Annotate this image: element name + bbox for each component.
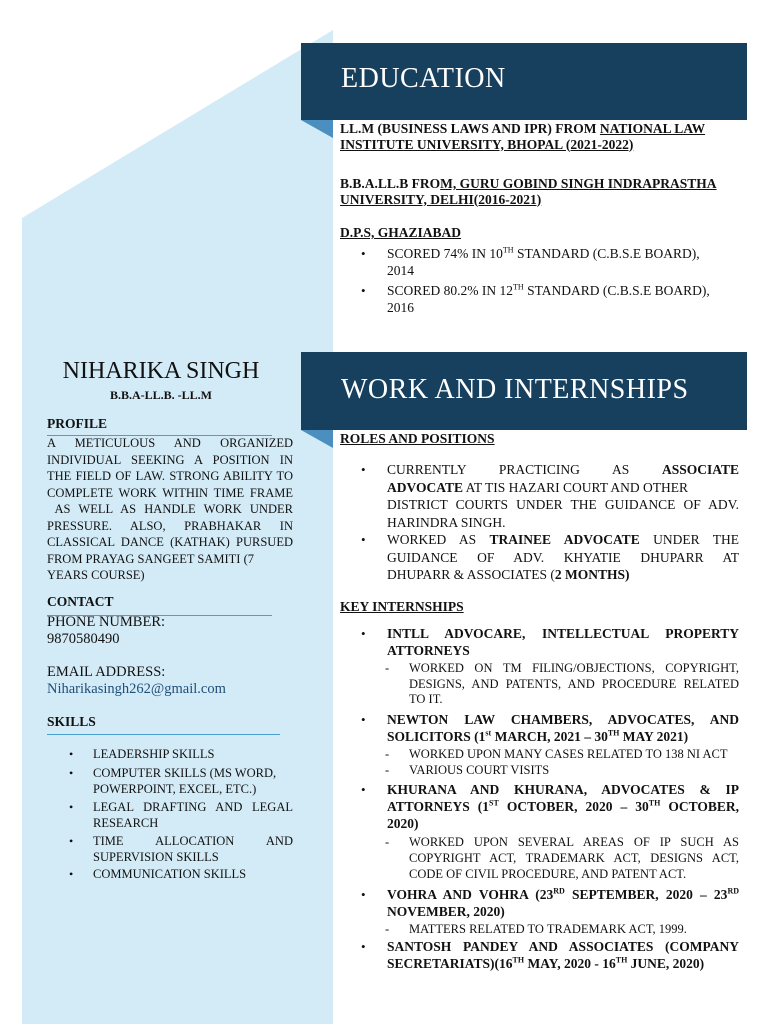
intern3-detail-3: CODE OF CIVIL PROCEDURE, AND PATENT ACT.	[409, 866, 687, 881]
intern4-title-mid: SEPTEMBER, 2020 – 23	[564, 886, 728, 902]
score-10th-sup: TH	[502, 245, 514, 255]
intern5-sup-2: TH	[615, 955, 628, 964]
intern4-title-pre: VOHRA AND VOHRA (23	[387, 886, 554, 902]
skill-text: RESEARCH	[93, 816, 159, 830]
skill-text: SUPERVISION SKILLS	[93, 850, 219, 864]
profile-line: CLASSICAL DANCE (KATHAK) PURSUED	[47, 535, 293, 549]
intern3-title-post: OCTOBER,	[660, 798, 739, 814]
candidate-degrees: B.B.A-LL.B. -LL.M	[109, 388, 212, 402]
score-12th-sup: TH	[513, 282, 524, 292]
education-section	[340, 121, 740, 241]
intern3-title-pre: ATTORNEYS (1	[387, 798, 490, 814]
llm-entry	[340, 121, 740, 152]
internships-heading: KEY INTERNSHIPS	[340, 599, 464, 614]
profile-line: YEARS COURSE)	[47, 568, 145, 582]
score-12th-post: STANDARD (C.B.S.E BOARD),	[523, 283, 710, 298]
intern4-detail: - MATTERS RELATED TO TRADEMARK ACT, 1999.	[409, 921, 739, 937]
role2-text-post: UNDER THE	[639, 532, 739, 547]
education-banner	[301, 43, 747, 120]
bballb-line1: M, GURU GOBIND SINGH INDRAPRASTHA	[440, 176, 717, 191]
skill-item	[93, 765, 293, 798]
intern2-sup-2: TH	[607, 728, 620, 737]
bballb-prefix: B.B.A.LL.B FRO	[340, 176, 441, 191]
contact-heading: CONTACT	[47, 594, 114, 609]
intern5-title-pre: SECRETARIATS)(16	[387, 955, 513, 971]
intern2-title-mid: MARCH, 2021 – 30	[491, 728, 608, 744]
profile-line: PRESSURE. ALSO, PRABHAKAR IN	[47, 518, 293, 533]
school-name: D.P.S, GHAZIABAD	[340, 225, 462, 240]
bballb-entry	[340, 176, 740, 207]
profile-heading: PROFILE	[47, 416, 108, 431]
score-12th-pre: SCORED 80.2% IN 12	[387, 283, 514, 298]
profile-line: AS WELL AS HANDLE WORK UNDER	[47, 502, 293, 516]
candidate-name: NIHARIKA SINGH	[62, 358, 260, 384]
phone-number: 9870580490	[47, 631, 120, 647]
profile-line: COMPLETE WORK WITHIN TIME FRAME	[47, 485, 293, 500]
intern3-detail-1: - WORKED UPON SEVERAL AREAS OF IP SUCH AS	[409, 834, 739, 849]
intern3-detail-2: COPYRIGHT ACT, TRADEMARK ACT, DESIGNS ACT,	[409, 850, 739, 865]
intern4-sup-2: RD	[727, 886, 739, 895]
score-10th-pre: SCORED 74% IN 10	[387, 246, 503, 261]
internship-vohra	[387, 886, 739, 937]
skills-divider	[47, 734, 280, 735]
role2-text-2: GUIDANCE OF ADV. KHYATIE DHUPARR AT	[387, 549, 739, 565]
profile-line: INDIVIDUAL SEEKING A POSITION IN	[47, 452, 293, 467]
role2-bold-3: 2 MONTHS)	[554, 567, 630, 582]
work-banner	[301, 352, 747, 430]
llm-prefix: LL.M (BUSINESS LAWS AND IPR) FROM	[340, 121, 600, 136]
skill-item	[93, 746, 293, 763]
intern2-title: • NEWTON LAW CHAMBERS, ADVOCATES, AND	[387, 711, 739, 727]
profile-line: A METICULOUS AND ORGANIZED	[47, 436, 293, 450]
skill-text: • TIME ALLOCATION AND	[93, 833, 293, 848]
skill-text: COMPUTER SKILLS (MS WORD,	[93, 765, 277, 780]
role2-text-3: DHUPARR & ASSOCIATES (	[387, 567, 555, 582]
intern3-sup-2: TH	[648, 798, 661, 807]
skill-item	[93, 866, 293, 883]
intern3-sup-1: ST	[489, 798, 499, 807]
role1-text: CURRENTLY PRACTICING AS	[387, 462, 662, 477]
internship-santosh-pandey	[387, 938, 739, 972]
profile-line: FROM PRAYAG SANGEET SAMITI (7	[47, 551, 254, 566]
role1-text-4: HARINDRA SINGH.	[387, 514, 506, 530]
intern4-title-2: NOVEMBER, 2020)	[387, 903, 505, 919]
intern5-title-post: JUNE, 2020)	[627, 955, 705, 971]
school-scores-list	[387, 245, 739, 316]
intern3-title-mid: OCTOBER, 2020 – 30	[498, 798, 649, 814]
intern5-title-mid: MAY, 2020 - 16	[524, 955, 616, 971]
intern1-title-2: ATTORNEYS	[387, 643, 470, 658]
role-trainee-advocate	[387, 531, 739, 584]
education-heading: EDUCATION	[341, 63, 506, 94]
roles-heading: ROLES AND POSITIONS	[340, 431, 495, 446]
role1-text-2: AT TIS HAZARI COURT AND OTHER	[462, 479, 688, 495]
profile-text	[47, 435, 293, 584]
work-banner-tab	[301, 430, 333, 448]
intern5-sup-1: TH	[512, 955, 525, 964]
internship-intll-advocare	[387, 625, 739, 708]
intern1-detail-1: - WORKED ON TM FILING/OBJECTIONS, COPYRIGHT,	[409, 661, 739, 675]
score-10th-post: STANDARD (C.B.S.E BOARD),	[513, 246, 700, 261]
role1-bold: ASSOCIATE	[661, 462, 739, 477]
profile-line: THE FIELD OF LAW. STRONG ABILITY TO	[47, 469, 293, 483]
score-10th-year: 2014	[387, 263, 414, 278]
bballb-line2: UNIVERSITY, DELHI(2016-2021)	[340, 191, 542, 207]
intern1-detail-2: DESIGNS, AND PATENTS, AND PROCEDURE RELATED	[409, 676, 739, 691]
intern1-title: • INTLL ADVOCARE, INTELLECTUAL PROPERTY	[387, 626, 739, 641]
intern2-detail: - WORKED UPON MANY CASES RELATED TO 138 NI ACT	[409, 746, 739, 762]
intern3-title-3: 2020)	[387, 815, 419, 831]
intern1-detail-3: TO IT.	[409, 692, 443, 706]
skill-text: LEADERSHIP SKILLS	[93, 747, 215, 761]
skill-text: POWERPOINT, EXCEL, ETC.)	[93, 782, 257, 796]
internship-newton-law	[387, 711, 739, 778]
role1-text-3: DISTRICT COURTS UNDER THE GUIDANCE OF ADV.	[387, 497, 739, 512]
email-label: EMAIL ADDRESS:	[47, 664, 166, 680]
intern2-title-pre: SOLICITORS (1	[387, 728, 486, 744]
role-associate-advocate	[387, 461, 739, 531]
intern1-detail	[409, 661, 739, 708]
skills-list	[93, 746, 293, 882]
score-12th-year: 2016	[387, 300, 414, 315]
role2-text: WORKED AS	[387, 532, 490, 547]
internships-list	[387, 625, 739, 972]
score-10th	[387, 245, 739, 279]
phone-label: PHONE NUMBER:	[47, 614, 166, 630]
llm-institute-2: INSTITUTE UNIVERSITY, BHOPAL (2021-2022)	[340, 136, 634, 152]
intern3-title: • KHURANA AND KHURANA, ADVOCATES & IP	[387, 781, 739, 797]
llm-institute-1: NATIONAL LAW	[599, 121, 706, 136]
skill-text: • LEGAL DRAFTING AND LEGAL	[93, 799, 293, 814]
skill-item	[93, 799, 293, 832]
score-12th	[387, 282, 739, 316]
intern2-sup-1: st	[485, 728, 492, 737]
internship-khurana	[387, 781, 739, 882]
intern2-detail: - VARIOUS COURT VISITS	[409, 762, 739, 778]
roles-list	[387, 461, 739, 584]
intern2-title-post: MAY 2021)	[619, 728, 689, 744]
intern3-detail	[409, 834, 739, 882]
role1-bold-2: ADVOCATE	[387, 479, 463, 495]
education-banner-tab	[301, 120, 333, 138]
skill-item	[93, 833, 293, 866]
skills-heading: SKILLS	[47, 714, 96, 729]
intern4-sup-1: RD	[553, 886, 565, 895]
intern5-title: • SANTOSH PANDEY AND ASSOCIATES (COMPANY	[387, 938, 739, 954]
email-link[interactable]: Niharikasingh262@gmail.com	[47, 681, 226, 697]
skill-text: COMMUNICATION SKILLS	[93, 866, 247, 881]
work-heading: WORK AND INTERNSHIPS	[341, 374, 689, 405]
role2-bold: TRAINEE ADVOCATE	[489, 532, 640, 547]
